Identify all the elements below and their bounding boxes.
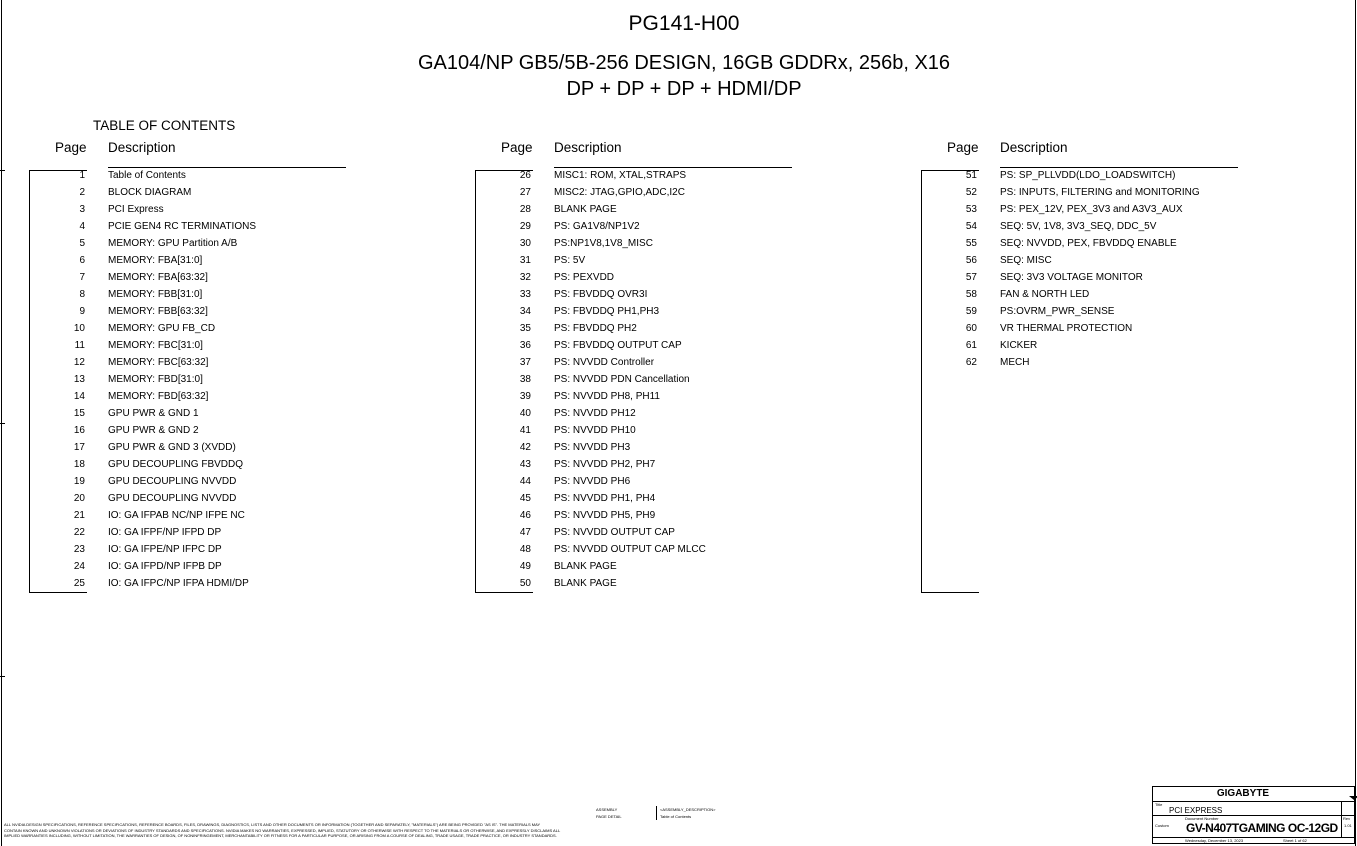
toc-description: KICKER xyxy=(1000,340,1038,351)
toc-description: BLANK PAGE xyxy=(554,204,617,215)
toc-page-number: 19 xyxy=(73,476,85,487)
toc-entry xyxy=(475,490,805,507)
toc-page-number: 7 xyxy=(79,272,85,283)
toc-page-number: 59 xyxy=(965,306,977,317)
toc-page-number: 8 xyxy=(79,289,85,300)
toc-entry xyxy=(921,235,1251,252)
border-tick xyxy=(0,423,5,424)
toc-entry xyxy=(29,490,359,507)
toc-page-number: 15 xyxy=(73,408,85,419)
toc-description: VR THERMAL PROTECTION xyxy=(1000,323,1133,334)
page-detail-label: PAGE DETAIL xyxy=(596,814,622,819)
toc-entry xyxy=(29,167,359,184)
document-number: GV-N407TGAMING OC-12GD xyxy=(1186,821,1338,835)
toc-page-number: 13 xyxy=(73,374,85,385)
toc-page-number: 1 xyxy=(79,170,85,181)
toc-page-number: 22 xyxy=(73,527,85,538)
toc-entry xyxy=(921,184,1251,201)
toc-page-number: 45 xyxy=(519,493,531,504)
toc-page-number: 54 xyxy=(965,221,977,232)
toc-description: PS: NVVDD PH6 xyxy=(554,476,631,487)
toc-entry xyxy=(475,235,805,252)
toc-description: PS: NVVDD Controller xyxy=(554,357,655,368)
description-column-header: Description xyxy=(1000,140,1068,155)
toc-entry xyxy=(475,371,805,388)
toc-page-number: 24 xyxy=(73,561,85,572)
toc-page-number: 42 xyxy=(519,442,531,453)
toc-description: PS: NVVDD PH3 xyxy=(554,442,631,453)
toc-page-number: 3 xyxy=(79,204,85,215)
toc-page-number: 61 xyxy=(965,340,977,351)
toc-page-number: 9 xyxy=(79,306,85,317)
toc-description: MEMORY: FBB[31:0] xyxy=(108,289,203,300)
toc-page-number: 14 xyxy=(73,391,85,402)
toc-description: MEMORY: FBC[31:0] xyxy=(108,340,203,351)
toc-description: MISC1: ROM, XTAL,STRAPS xyxy=(554,170,687,181)
page-detail-value: Table of Contents xyxy=(660,814,692,819)
title-label: Title xyxy=(1155,802,1163,807)
toc-description: MISC2: JTAG,GPIO,ADC,I2C xyxy=(554,187,685,198)
toc-entry xyxy=(475,405,805,422)
toc-entry xyxy=(29,473,359,490)
toc-page-number: 30 xyxy=(519,238,531,249)
toc-page-number: 41 xyxy=(519,425,531,436)
toc-entry xyxy=(29,405,359,422)
toc-page-number: 44 xyxy=(519,476,531,487)
toc-description: PS: GA1V8/NP1V2 xyxy=(554,221,640,232)
assembly-label: ASSEMBLY xyxy=(596,807,618,812)
toc-description: PS:OVRM_PWR_SENSE xyxy=(1000,306,1115,317)
toc-description: GPU PWR & GND 3 (XVDD) xyxy=(108,442,236,453)
arrow-down-icon xyxy=(1349,796,1357,800)
toc-page-number: 62 xyxy=(965,357,977,368)
toc-entry xyxy=(475,422,805,439)
toc-page-number: 10 xyxy=(73,323,85,334)
toc-entry xyxy=(475,303,805,320)
toc-page-number: 60 xyxy=(965,323,977,334)
toc-entry xyxy=(29,286,359,303)
sheet-number: Sheet 1 of 62 xyxy=(1283,838,1307,843)
toc-description: IO: GA IFPE/NP IFPC DP xyxy=(108,544,222,555)
toc-page-number: 2 xyxy=(79,187,85,198)
toc-description: PS:NP1V8,1V8_MISC xyxy=(554,238,653,249)
toc-entry xyxy=(29,337,359,354)
toc-entry xyxy=(921,320,1251,337)
toc-description: MEMORY: GPU FB_CD xyxy=(108,323,216,334)
toc-page-number: 46 xyxy=(519,510,531,521)
toc-entry xyxy=(475,218,805,235)
toc-description: GPU PWR & GND 1 xyxy=(108,408,199,419)
toc-description: IO: GA IFPC/NP IFPA HDMI/DP xyxy=(108,578,249,589)
toc-entry xyxy=(29,439,359,456)
toc-entry xyxy=(475,507,805,524)
toc-heading: TABLE OF CONTENTS xyxy=(93,118,236,133)
toc-description: PS: INPUTS, FILTERING and MONITORING xyxy=(1000,187,1200,198)
toc-entry xyxy=(475,473,805,490)
title-block-divider xyxy=(1153,815,1354,816)
toc-entry xyxy=(29,371,359,388)
toc-page-number: 56 xyxy=(965,255,977,266)
toc-page-number: 25 xyxy=(73,578,85,589)
revision-value: 1.01 xyxy=(1344,823,1352,828)
toc-page-number: 17 xyxy=(73,442,85,453)
toc-entry xyxy=(475,252,805,269)
toc-page-number: 11 xyxy=(74,340,85,351)
toc-entry xyxy=(29,524,359,541)
toc-page-number: 27 xyxy=(519,187,531,198)
toc-description: IO: GA IFPD/NP IFPB DP xyxy=(108,561,222,572)
title-block-divider xyxy=(1341,801,1342,837)
toc-page-number: 52 xyxy=(965,187,977,198)
assembly-values xyxy=(656,806,716,820)
sheet-title: PCI EXPRESS xyxy=(1169,806,1223,815)
toc-page-number: 39 xyxy=(519,391,531,402)
toc-description: MEMORY: FBC[63:32] xyxy=(108,357,209,368)
toc-description: PS: 5V xyxy=(554,255,586,266)
toc-rows xyxy=(29,167,359,592)
disclaimer-line: ALL NVIDIA DESIGN SPECIFICATIONS, REFERENCE SPECIFICATIONS, REFERENCE BOARDS, FILES, DRAWINGS, DIAGNOSTICS, LISTS AND OTHER DOCUMENTS OR INFORMATION (TOGETHER AND SEPARATELY, "MATERIALS") ARE BEING PROVIDED "AS IS". THE MATERIALS MAY xyxy=(4,822,541,827)
toc-entry xyxy=(475,541,805,558)
toc-page-number: 34 xyxy=(519,306,531,317)
design-subtitle: GA104/NP GB5/5B-256 DESIGN, 16GB GDDRx, 256b, X16 xyxy=(417,52,951,74)
toc-description: PS: NVVDD PH2, PH7 xyxy=(554,459,656,470)
toc-description: MEMORY: FBA[31:0] xyxy=(108,255,203,266)
toc-page-number: 20 xyxy=(73,493,85,504)
toc-page-number: 53 xyxy=(965,204,977,215)
toc-description: PS: SP_PLLVDD(LDO_LOADSWITCH) xyxy=(1000,170,1176,181)
output-config-subtitle: DP + DP + DP + HDMI/DP xyxy=(566,78,802,100)
title-block-divider xyxy=(1153,801,1354,802)
assembly-labels xyxy=(596,806,622,820)
toc-description: PS: NVVDD PH5, PH9 xyxy=(554,510,656,521)
toc-entry xyxy=(29,269,359,286)
toc-page-number: 51 xyxy=(965,170,977,181)
toc-entry xyxy=(921,337,1251,354)
toc-entry xyxy=(475,337,805,354)
toc-description: SEQ: 5V, 1V8, 3V3_SEQ, DDC_5V xyxy=(1000,221,1157,232)
toc-description: PS: NVVDD PH12 xyxy=(554,408,636,419)
border-tick xyxy=(0,170,5,171)
toc-page-number: 33 xyxy=(519,289,531,300)
toc-description: SEQ: MISC xyxy=(1000,255,1052,266)
title-block-divider xyxy=(1153,837,1354,838)
toc-page-number: 49 xyxy=(519,561,531,572)
page-column-header: Page xyxy=(501,140,533,155)
toc-description: MEMORY: FBA[63:32] xyxy=(108,272,208,283)
toc-page-number: 21 xyxy=(73,510,85,521)
toc-page-number: 35 xyxy=(519,323,531,334)
toc-entry xyxy=(29,558,359,575)
border-tick xyxy=(0,676,5,677)
toc-page-number: 50 xyxy=(519,578,531,589)
toc-entry xyxy=(29,507,359,524)
toc-entry xyxy=(921,354,1251,371)
toc-description: FAN & NORTH LED xyxy=(1000,289,1090,300)
toc-entry xyxy=(29,184,359,201)
company-name: GIGABYTE xyxy=(1216,788,1270,799)
disclaimer-line: CONTAIN KNOWN AND UNKNOWN VIOLATIONS OR DEVIATIONS OF INDUSTRY STANDARDS AND SPECIFICATIONS. NVIDIA MAKES NO WARRANTIES, EXPRESSED, IMPLIED, STATUTORY OR OTHERWISE WITH RESPECT TO THE MATERIALS OR OTHERWISE, AND EXPRESSLY DISCLAIMS ALL xyxy=(4,827,561,833)
toc-description: PS: NVVDD PH8, PH11 xyxy=(554,391,660,402)
disclaimer-line: IMPLIED WARRANTIES INCLUDING, WITHOUT LIMITATION, THE WARRANTIES OF DESIGN, OF NONINFRINGEMENT, MERCHANTABILITY OR FITNESS FOR A PARTICULAR PURPOSE, OR ARISING FROM A COURSE OF DEALING, TRADE USAGE, TRADE PRACTICE, OR INDUSTRY STANDARDS. xyxy=(4,833,557,838)
toc-description: PCIE GEN4 RC TERMINATIONS xyxy=(108,221,256,232)
toc-description: IO: GA IFPAB NC/NP IFPE NC xyxy=(108,510,245,521)
revision-label: Rev xyxy=(1343,816,1351,821)
toc-description: IO: GA IFPF/NP IFPD DP xyxy=(108,527,222,538)
toc-page-number: 28 xyxy=(519,204,531,215)
description-column-header: Description xyxy=(554,140,622,155)
toc-page-number: 6 xyxy=(79,255,85,266)
toc-page-number: 55 xyxy=(965,238,977,249)
toc-entry xyxy=(921,286,1251,303)
toc-description: MEMORY: FBD[63:32] xyxy=(108,391,209,402)
toc-description: MECH xyxy=(1000,357,1030,368)
toc-description: PS: NVVDD PH10 xyxy=(554,425,636,436)
toc-description: Table of Contents xyxy=(108,170,186,181)
toc-entry xyxy=(29,354,359,371)
toc-description: PCI Express xyxy=(108,204,164,215)
toc-description: PS: PEX_12V, PEX_3V3 and A3V3_AUX xyxy=(1000,204,1183,215)
toc-entry xyxy=(921,201,1251,218)
page-column-header: Page xyxy=(947,140,979,155)
toc-description: GPU DECOUPLING NVVDD xyxy=(108,493,237,504)
toc-description: PS: FBVDDQ PH2 xyxy=(554,323,637,334)
toc-entry xyxy=(29,388,359,405)
toc-description: SEQ: 3V3 VOLTAGE MONITOR xyxy=(1000,272,1143,283)
toc-description: GPU PWR & GND 2 xyxy=(108,425,199,436)
toc-entry xyxy=(475,184,805,201)
toc-page-number: 5 xyxy=(79,238,85,249)
toc-description: MEMORY: FBD[31:0] xyxy=(108,374,203,385)
toc-description: PS: NVVDD OUTPUT CAP xyxy=(554,527,675,538)
toc-description: PS: FBVDDQ OVR3I xyxy=(554,289,648,300)
toc-description: BLANK PAGE xyxy=(554,561,617,572)
toc-column-1 xyxy=(29,140,359,600)
toc-description: GPU DECOUPLING FBVDDQ xyxy=(108,459,244,470)
toc-page-number: 23 xyxy=(73,544,85,555)
toc-page-number: 16 xyxy=(73,425,85,436)
toc-page-number: 47 xyxy=(519,527,531,538)
toc-page-number: 18 xyxy=(73,459,85,470)
toc-description: MEMORY: GPU Partition A/B xyxy=(108,238,238,249)
toc-entry xyxy=(29,303,359,320)
toc-description: PS: NVVDD PH1, PH4 xyxy=(554,493,656,504)
toc-description: PS: FBVDDQ OUTPUT CAP xyxy=(554,340,682,351)
document-number-label: Document Number xyxy=(1185,816,1219,821)
toc-description: BLANK PAGE xyxy=(554,578,617,589)
toc-entry xyxy=(29,320,359,337)
toc-column-3 xyxy=(921,140,1251,600)
description-column-header: Description xyxy=(108,140,176,155)
toc-entry xyxy=(475,201,805,218)
page-column-header: Page xyxy=(55,140,87,155)
toc-page-number: 37 xyxy=(519,357,531,368)
toc-page-number: 40 xyxy=(519,408,531,419)
toc-description: BLOCK DIAGRAM xyxy=(108,187,192,198)
toc-entry xyxy=(475,269,805,286)
toc-description: PS: NVVDD PDN Cancellation xyxy=(554,374,690,385)
toc-entry xyxy=(475,320,805,337)
toc-description: MEMORY: FBB[63:32] xyxy=(108,306,208,317)
toc-description: PS: PEXVDD xyxy=(554,272,615,283)
page-border-right xyxy=(1355,0,1356,846)
toc-page-number: 4 xyxy=(79,221,85,232)
toc-entry xyxy=(475,439,805,456)
toc-page-number: 38 xyxy=(519,374,531,385)
toc-entry xyxy=(29,218,359,235)
toc-entry xyxy=(921,303,1251,320)
toc-rows xyxy=(921,167,1251,371)
title-block xyxy=(1152,786,1355,844)
toc-entry xyxy=(29,575,359,592)
size-value: Custom xyxy=(1155,823,1169,828)
toc-entry xyxy=(921,218,1251,235)
toc-entry xyxy=(29,541,359,558)
toc-page-number: 31 xyxy=(519,255,531,266)
toc-entry xyxy=(29,422,359,439)
toc-page-number: 12 xyxy=(73,357,85,368)
toc-description: SEQ: NVVDD, PEX, FBVDDQ ENABLE xyxy=(1000,238,1177,249)
toc-entry xyxy=(29,252,359,269)
toc-page-number: 36 xyxy=(519,340,531,351)
toc-entry xyxy=(475,575,805,592)
toc-page-number: 48 xyxy=(519,544,531,555)
toc-page-number: 43 xyxy=(519,459,531,470)
toc-column-2 xyxy=(475,140,805,600)
toc-page-number: 26 xyxy=(519,170,531,181)
schematic-title: PG141-H00 xyxy=(628,12,740,35)
toc-page-number: 57 xyxy=(965,272,977,283)
toc-entry xyxy=(475,286,805,303)
toc-entry xyxy=(29,456,359,473)
toc-entry xyxy=(475,456,805,473)
toc-entry xyxy=(475,354,805,371)
toc-entry xyxy=(475,388,805,405)
toc-entry xyxy=(921,167,1251,184)
toc-entry xyxy=(475,524,805,541)
date-value: Wednesday, December 13, 2023 xyxy=(1185,838,1244,843)
legal-disclaimer xyxy=(4,822,604,839)
toc-description: PS: NVVDD OUTPUT CAP MLCC xyxy=(554,544,706,555)
toc-entry xyxy=(29,235,359,252)
toc-description: PS: FBVDDQ PH1,PH3 xyxy=(554,306,660,317)
toc-entry xyxy=(475,558,805,575)
toc-entry xyxy=(921,252,1251,269)
toc-page-number: 32 xyxy=(519,272,531,283)
toc-rows xyxy=(475,167,805,592)
toc-page-number: 29 xyxy=(519,221,531,232)
toc-entry xyxy=(921,269,1251,286)
assembly-value: <ASSEMBLY_DESCRIPTION> xyxy=(660,807,716,812)
toc-entry xyxy=(29,201,359,218)
toc-page-number: 58 xyxy=(965,289,977,300)
toc-description: GPU DECOUPLING NVVDD xyxy=(108,476,237,487)
toc-entry xyxy=(475,167,805,184)
